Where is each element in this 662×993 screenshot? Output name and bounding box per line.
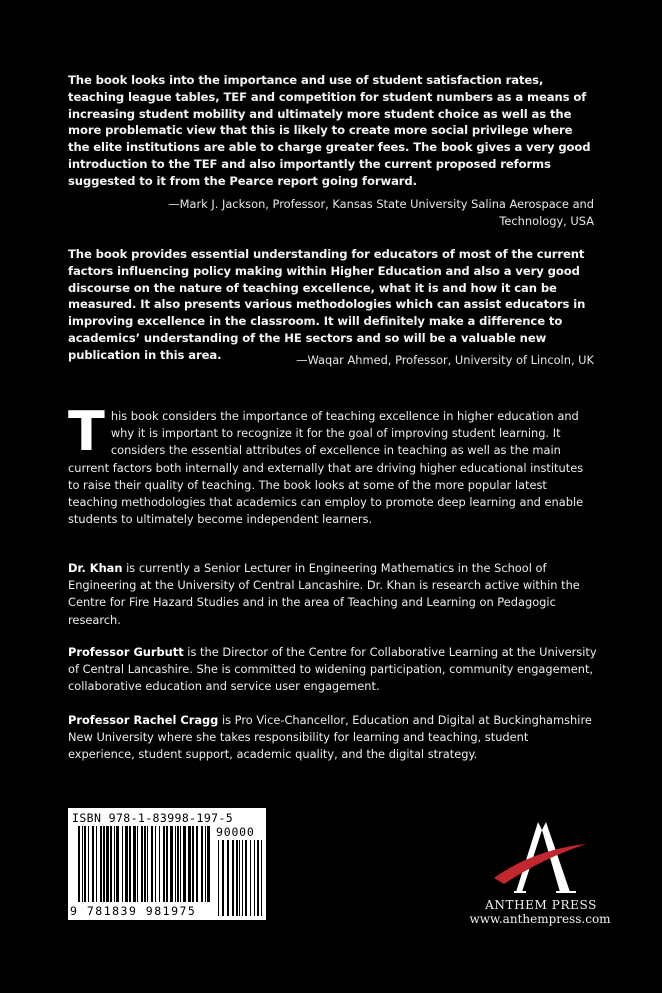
drop-cap: T <box>68 400 105 463</box>
author-bio-gurbutt <box>68 644 598 696</box>
review-attribution-2: —Waqar Ahmed, Professor, University of Lincoln, UK <box>296 353 594 367</box>
isbn-barcode <box>68 808 266 920</box>
book-description-text: his book considers the importance of teaching excellence in higher education and why it is important to recognize it for the goal of improving student learning. It considers the essential attributes of excellence in teaching as well as the main current factors both internally and externally that are driving higher educational institutes to raise their quality of teaching. The book looks at some of the more popular latest teaching methodologies that academics can employ to promote deep learning and enable students to ultimately become independent learners. <box>68 409 584 527</box>
author-name: Professor Gurbutt <box>68 645 184 659</box>
author-bio-cragg <box>68 712 598 764</box>
barcode-digits: 9 781839 981975 <box>70 904 197 918</box>
author-name: Dr. Khan <box>68 561 123 575</box>
publisher-url[interactable]: www.anthempress.com <box>469 912 611 926</box>
author-bio-text: is currently a Senior Lecturer in Engineering Mathematics in the School of Engineering at the University of Central Lancashire. Dr. Khan is research active within the Centre for Fire Hazard Studies and in the area of Teaching and Learning on Pedagogic research. <box>68 561 580 627</box>
author-bio-khan <box>68 560 598 629</box>
book-description <box>68 400 598 528</box>
review-quote-2: The book provides essential understanding for educators of most of the current factors influencing policy making within Higher Education and also a very good discourse on the nature of teaching excellence, what it is and how it can be measured. It also presents various methodologies which can assist educators in improving excellence in the classroom. It will definitely make a difference to academics’ understanding of the HE sectors and so will be a valuable new publication in this area. <box>68 247 586 362</box>
review-quote-1: The book looks into the importance and use of student satisfaction rates, teaching league tables, TEF and competition for student numbers as a means of increasing student mobility and ultimately more student choice as well as the more problematic view that this is likely to create more social privilege where the elite institutions are able to charge greater fees. The book gives a very good introduction to the TEF and also importantly the current proposed reforms suggested to it from the Pearce report going forward. <box>68 73 591 188</box>
publisher-name: ANTHEM PRESS <box>485 898 597 912</box>
anthem-a-logo-icon <box>486 818 596 898</box>
author-bio-text: is the Director of the Centre for Collaborative Learning at the University of Central Lancashire. She is committed to widening participation, community engagement, collaborative education and service user engagement. <box>68 645 597 694</box>
isbn-label: ISBN 978-1-83998-197-5 <box>72 811 234 825</box>
author-name: Professor Rachel Cragg <box>68 713 219 727</box>
author-bio-text: is Pro Vice-Chancellor, Education and Digital at Buckinghamshire New University where she takes responsibility for learning and teaching, student experience, student support, academic quality, and the digital strategy. <box>68 713 592 762</box>
review-attribution-1: —Mark J. Jackson, Professor, Kansas State University Salina Aerospace and Technology, USA <box>168 197 594 228</box>
barcode-addon-digits: 90000 <box>216 825 255 839</box>
